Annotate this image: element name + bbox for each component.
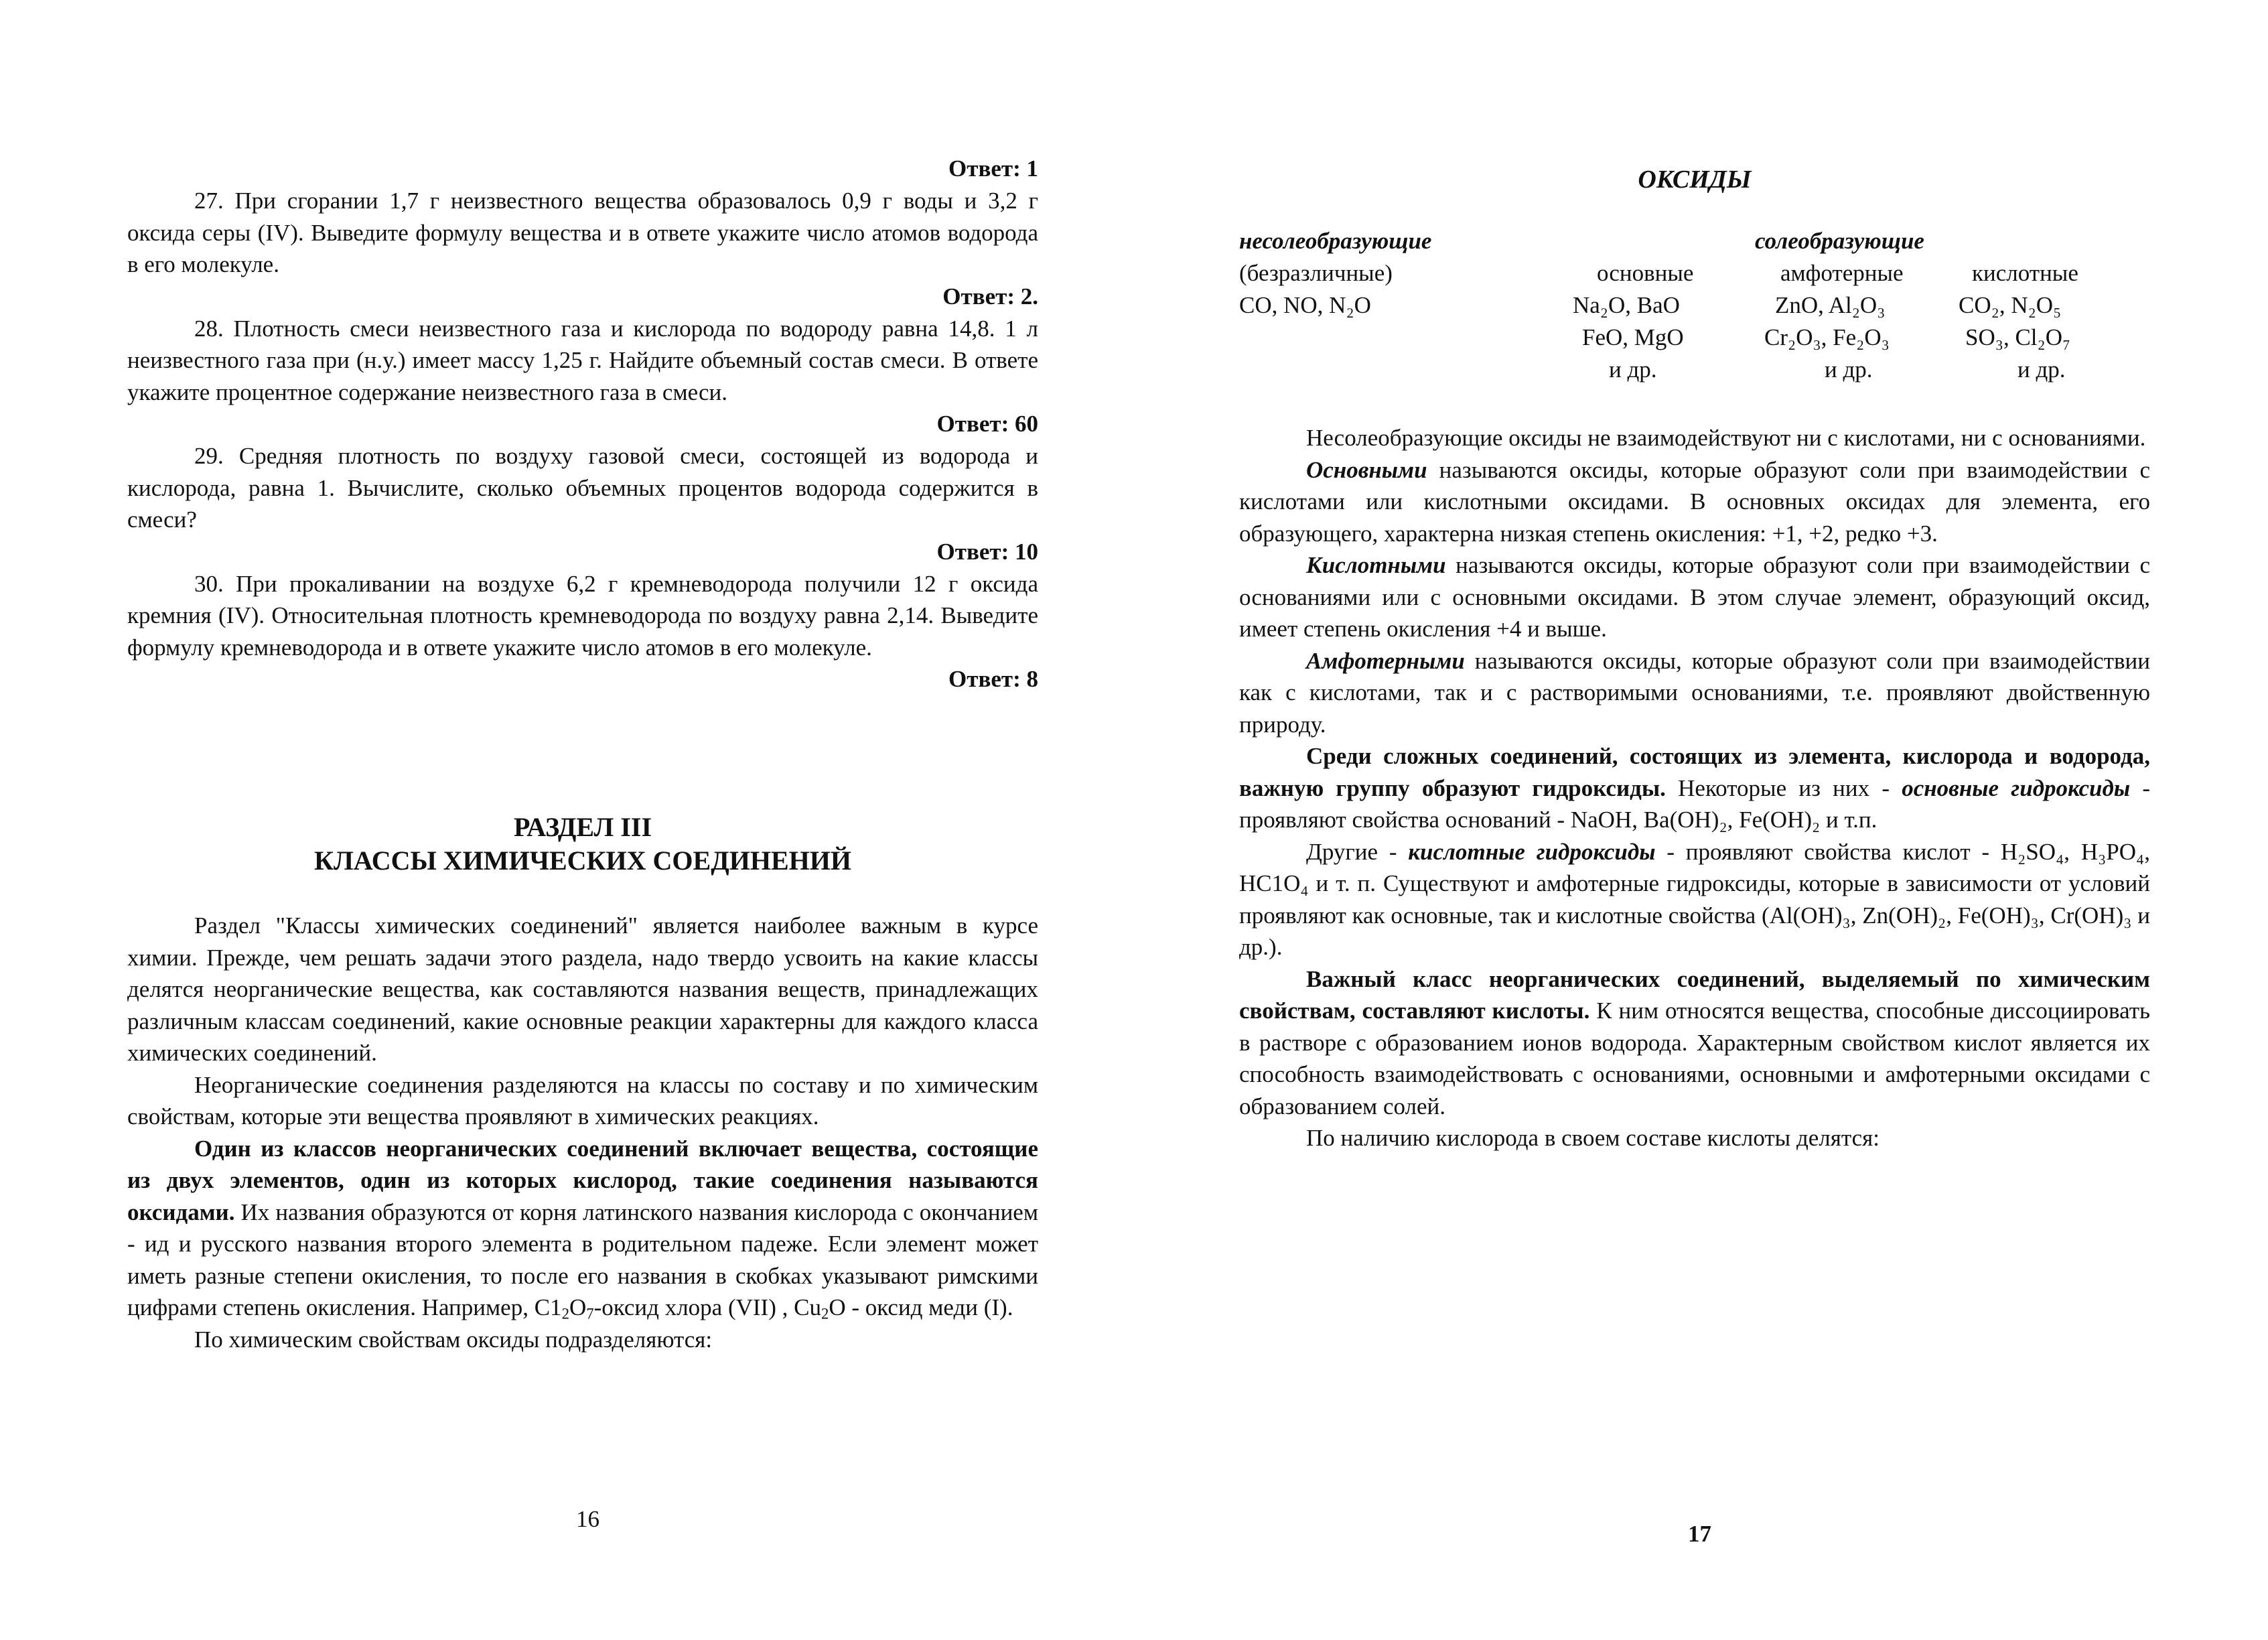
problem-30: 30. При прокаливании на воздухе 6,2 г кремневодорода получили 12 г оксида кремния (IV). Относительная плотность кремневодорода по воздуху равна 2,14. Выведите формулу кремневодорода и в ответе укажите число атомов в его молекуле. — [127, 570, 1038, 661]
amphoteric-etc: и др. — [1825, 356, 1873, 383]
basic-examples-2: FeO, MgO — [1582, 324, 1684, 350]
intro-paragraph-1: Раздел "Классы химических соединений" является наиболее важным в курсе химии. Прежде, чем решать задачи этого раздела, надо твердо усвоить на какие классы делятся неорганические вещества, как составляются названия веществ, принадлежащих различным классам соединений, какие основные реакции характерны для каждого класса химических соединений. — [127, 912, 1038, 1066]
basic-etc: и др. — [1609, 356, 1657, 383]
non-salt-examples: CO, NO, N₂O — [1239, 292, 1371, 318]
problem-29: 29. Средняя плотность по воздуху газовой смеси, состоящей из водорода и кислорода, равна 1. Вычислите, сколько объемных процентов водорода содержится в смеси? — [127, 443, 1038, 533]
example-2-text: - оксид меди (I). — [845, 1294, 1013, 1320]
acid-hydroxides-paragraph: Другие - кислотные гидроксиды - проявляют свойства кислот - H₂SO₄, H₃PO₄, HC1O₄ и т. п. Существуют и амфотерные гидроксиды, которые в зависимости от условий проявляют как основные, так и кислотные свойства (Al(OH)₃, Zn(OH)₂, Fe(OH)₃, Cr(OH)₃ и др.). — [1239, 838, 2150, 960]
oxides-classification — [1239, 228, 2150, 389]
answer-28: Ответ: 60 — [936, 411, 1038, 437]
non-salt-paragraph: Несолеобразующие оксиды не взаимодействуют ни с кислотами, ни с основаниями. — [1306, 425, 2146, 451]
basic-oxides-paragraph: Основными называются оксиды, которые образуют соли при взаимодействии с кислотами или кислотными оксидами. В основных оксидах для элемента, его образующего, характерна низкая степень окисления: +1, +2, редко +3. — [1239, 456, 2150, 547]
oxides-definition — [127, 1133, 1038, 1324]
acidic-examples-2: SO₃, Cl₂O₇ — [1965, 324, 2071, 350]
indifferent-label: (безразличные) — [1239, 260, 1393, 286]
right-page — [1239, 0, 2150, 1640]
page-number: 16 — [576, 1506, 599, 1532]
amphoteric-examples-2: Cr₂O₃, Fe₂O₃ — [1764, 324, 1890, 350]
basic-examples-1: Na₂O, BaO — [1573, 292, 1680, 318]
problem-28: 28. Плотность смеси неизвестного газа и кислорода по водороду равна 14,8. 1 л неизвестного газа при (н.у.) имеет массу 1,25 г. Найдите объемный состав смеси. В ответе укажите процентное содержание неизвестного газа в смеси. — [127, 315, 1038, 405]
amphoteric-column-heading: амфотерные — [1780, 260, 1904, 286]
oxides-title: ОКСИДЫ — [1638, 165, 1752, 194]
salt-forming-heading: солеобразующие — [1755, 228, 1924, 254]
acidic-etc: и др. — [2017, 356, 2066, 383]
acids-paragraph: Важный класс неорганических соединений, выделяемый по химическим свойствам, составляют кислоты. К ним относятся вещества, способные диссоциировать в растворе с образованием ионов водорода. Характерным свойством кислот является их способность взаимодействовать с основаниями, основными и амфотерными оксидами с образованием солей. — [1239, 965, 2150, 1119]
oxides-definition-text: Их названия образуются от корня латинского названия кислорода с окончанием - ид и русского названия второго элемента в родительном падеже. Если элемент может иметь разные степени окисления, то после его названия в скобках указывают римскими цифрами степень окисления. Например, — [127, 1199, 1038, 1320]
answer-29: Ответ: 10 — [936, 538, 1038, 565]
amphoteric-examples-1: ZnO, Al₂O₃ — [1775, 292, 1886, 318]
problem-27: 27. При сгорании 1,7 г неизвестного вещества образовалось 0,9 г воды и 3,2 г оксида серы (IV). Выведите формулу вещества и в ответе укажите число атомов водорода в его молекуле. — [127, 188, 1038, 277]
closing-paragraph: По химическим свойствам оксиды подразделяются: — [194, 1326, 713, 1353]
acidic-examples-1: CO₂, N₂O₅ — [1959, 292, 2062, 318]
section-label: РАЗДЕЛ III — [513, 812, 652, 842]
example-1-text: -оксид хлора (VII) , — [593, 1294, 794, 1320]
oxides-definition-bold: Один из классов неорганических соединений включает вещества, состоящие из двух элементов, один из которых кислород, такие соединения называются оксидами. — [127, 1135, 1038, 1225]
left-page — [127, 0, 1038, 1640]
hydroxides-paragraph: Среди сложных соединений, состоящих из элемента, кислорода и водорода, важную группу образуют гидроксиды. Некоторые из них - основные гидроксиды - проявляют свойства оснований - NaOH, Ba(OH)₂, Fe(OH)₂ и т.п. — [1239, 743, 2150, 833]
example-1-formula: $C1_2O_7$ — [534, 1294, 594, 1322]
non-salt-forming-heading: несолеобразующие — [1239, 228, 1432, 254]
section-title: КЛАССЫ ХИМИЧЕСКИХ СОЕДИНЕНИЙ — [314, 845, 851, 876]
intro-paragraph-2: Неорганические соединения разделяются на классы по составу и по химическим свойствам, которые эти вещества проявляют в химических реакциях. — [127, 1071, 1038, 1130]
acids-division-paragraph: По наличию кислорода в своем составе кислоты делятся: — [1306, 1125, 1880, 1151]
answer-30: Ответ: 8 — [948, 666, 1038, 692]
page-number: 17 — [1688, 1521, 1711, 1547]
acidic-column-heading: кислотные — [1972, 260, 2078, 286]
amphoteric-oxides-paragraph: Амфотерными называются оксиды, которые образуют соли при взаимодействии как с кислотами, так и с растворимыми основаниями, т.е. проявляют двойственную природу. — [1239, 647, 2150, 738]
acidic-oxides-paragraph: Кислотными называются оксиды, которые образуют соли при взаимодействии с основаниями или с основными оксидами. В этом случае элемент, образующий оксид, имеет степень окисления +4 и выше. — [1239, 552, 2150, 642]
example-2-formula: $Cu_2O$ — [794, 1294, 846, 1322]
answer-26: Ответ: 1 — [948, 155, 1038, 182]
answer-27: Ответ: 2. — [942, 283, 1038, 310]
basic-column-heading: основные — [1597, 260, 1694, 286]
